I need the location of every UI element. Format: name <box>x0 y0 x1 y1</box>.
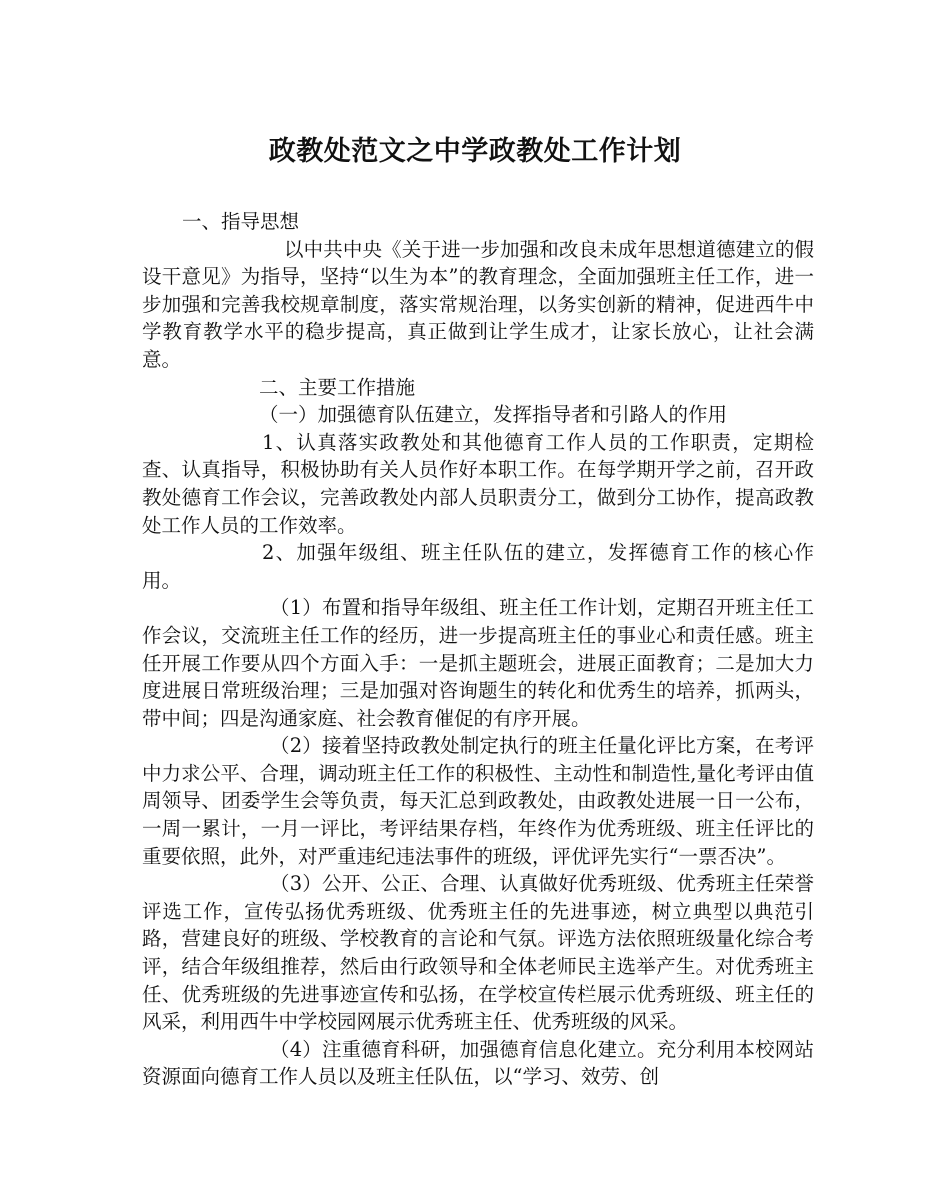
paragraph-sub-item-1: （1）布置和指导年级组、班主任工作计划，定期召开班主任工作会议，交流班主任工作的经历，进一步提高班主任的事业心和责任感。班主任开展工作要从四个方面入手：一是抓主题班会，进展正面教育；二是加大力度进展日常班级治理；三是加强对咨询题生的转化和优秀生的培养，抓两头，带中间；四是沟通家庭、社会教育催促的有序开展。 <box>142 596 814 730</box>
paragraph-sub-item-3: （3）公开、公正、合理、认真做好优秀班级、优秀班主任荣誉评选工作，宣传弘扬优秀班级、优秀班主任的先进事迹，树立典型以典范引路，营建良好的班级、学校教育的言论和气氛。评选方法依照班级量化综合考评，结合年级组推荐，然后由行政领导和全体老师民主选举产生。对优秀班主任、优秀班级的先进事迹宣传和弘扬，在学校宣传栏展示优秀班级、班主任的风采，利用西牛中学校园网展示优秀班主任、优秀班级的风采。 <box>142 872 814 1034</box>
paragraph-item-1: 1、认真落实政教处和其他德育工作人员的工作职责，定期检查、认真指导，积极协助有关人员作好本职工作。在每学期开学之前，召开政教处德育工作会议，完善政教处内部人员职责分工，做到分工协作，提高政教处工作人员的工作效率。 <box>142 430 814 537</box>
paragraph-sub-item-2: （2）接着坚持政教处制定执行的班主任量化评比方案，在考评中力求公平、合理，调动班主任工作的积极性、主动性和制造性,量化考评由值周领导、团委学生会等负责，每天汇总到政教处，由政教处进展一日一公布，一周一累计，一月一评比，考评结果存档，年终作为优秀班级、班主任评比的重要依照，此外，对严重违纪违法事件的班级，评优评先实行“一票否决”。 <box>142 734 814 868</box>
document-title: 政教处范文之中学政教处工作计划 <box>268 136 682 167</box>
subsection-heading-1: （一）加强德育队伍建立，发挥指导者和引路人的作用 <box>259 403 728 427</box>
section-heading-main-measures: 二、主要工作措施 <box>259 375 416 399</box>
paragraph-sub-item-4: （4）注重德育科研，加强德育信息化建立。充分利用本校网站资源面向德育工作人员以及班主任队伍，以“学习、效劳、创 <box>142 1037 814 1089</box>
paragraph-item-2: 2、加强年级组、班主任队伍的建立，发挥德育工作的核心作用。 <box>142 541 814 592</box>
document-body <box>142 208 814 1091</box>
section-heading-guiding-idea: 一、指导思想 <box>182 210 300 233</box>
paragraph-guiding-idea: 以中共中央《关于进一步加强和改良未成年思想道德建立的假设干意见》为指导，坚持“以生为本”的教育理念，全面加强班主任工作，进一步加强和完善我校规章制度，落实常规治理，以务实创新的精神，促进西牛中学教育教学水平的稳步提高，真正做到让学生成才，让家长放心，让社会满意。 <box>142 237 814 371</box>
